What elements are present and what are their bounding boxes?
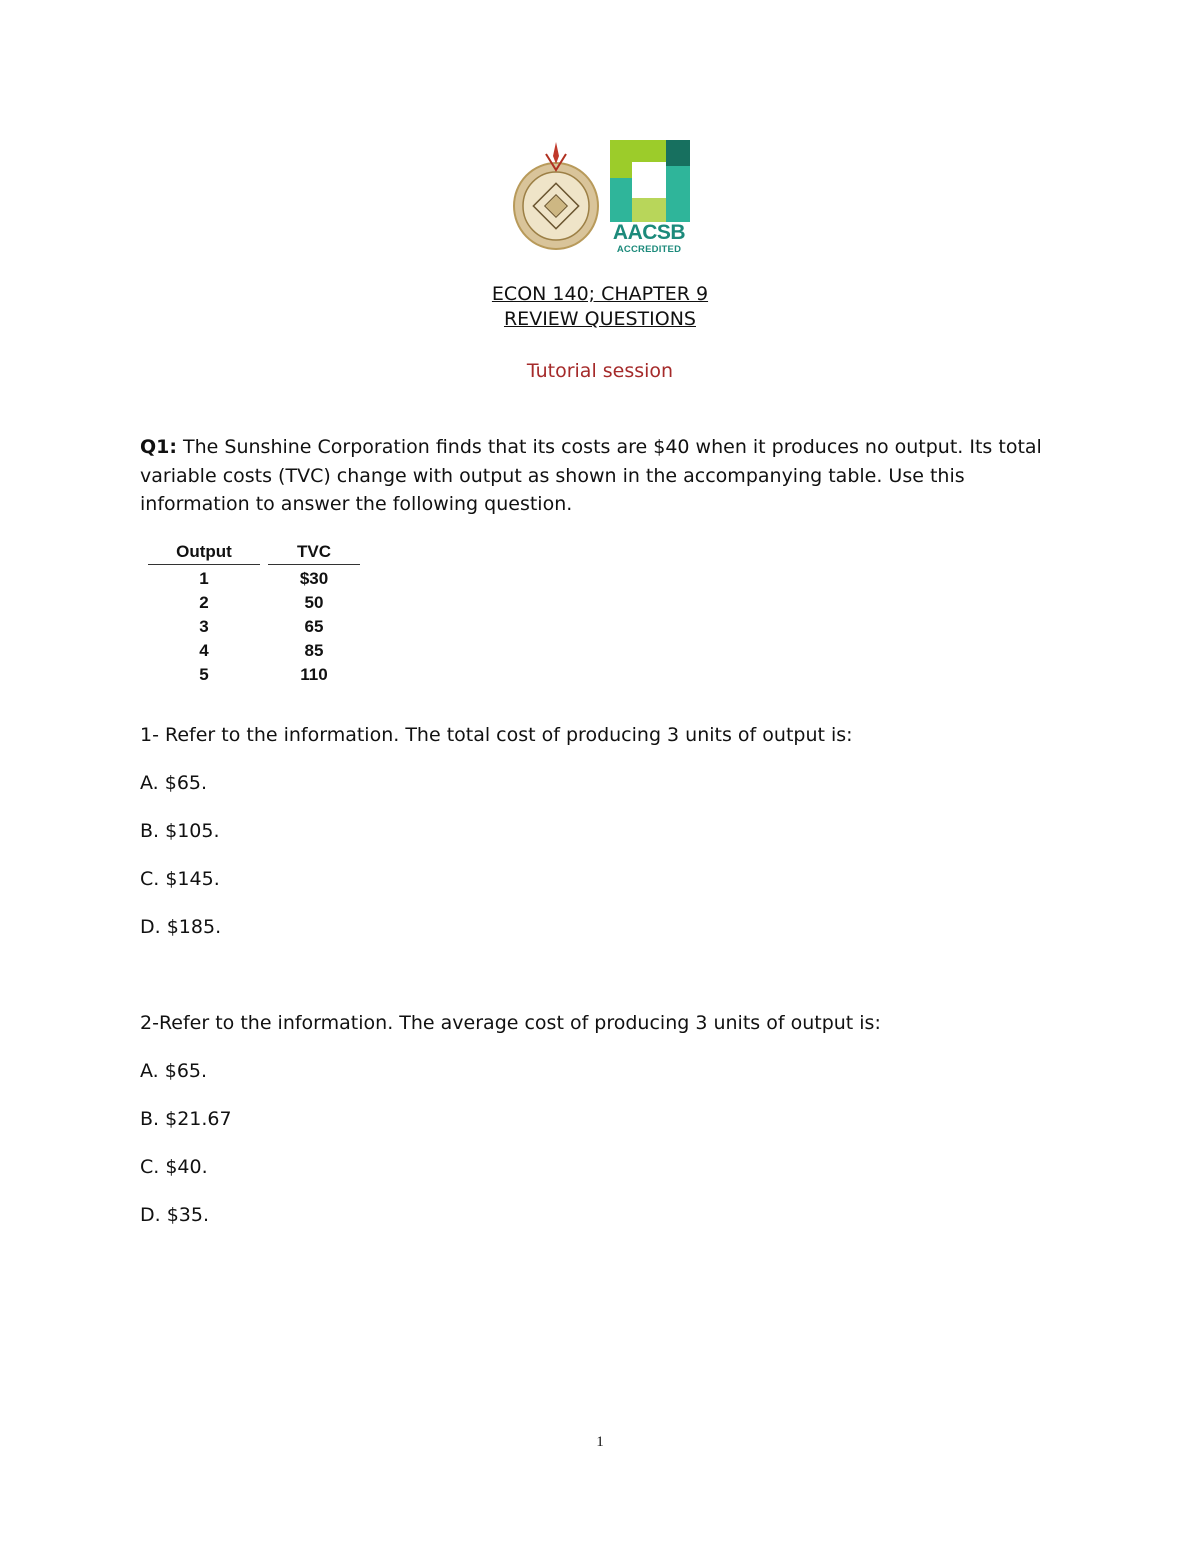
table-row <box>148 615 360 639</box>
q1-option-c: C. $145. <box>140 868 220 890</box>
aacsb-wordmark <box>610 222 688 255</box>
university-seal-icon <box>510 140 602 252</box>
q1-option-d: D. $185. <box>140 916 222 938</box>
cell-tvc: 65 <box>304 617 324 636</box>
question-text: The Sunshine Corporation finds that its costs are $40 when it produces no output. Its total variable costs (TVC) change with output as shown in the accompanying table. Use this information to answer the following question. <box>140 436 1042 515</box>
q2-option-c: C. $40. <box>140 1156 208 1178</box>
table-row <box>148 639 360 663</box>
q1-option-b: B. $105. <box>140 820 220 842</box>
table-row <box>148 591 360 615</box>
q2-option-d: D. $35. <box>140 1204 210 1226</box>
header-tvc: TVC <box>297 542 331 561</box>
question-intro <box>140 433 1080 519</box>
cell-output: 2 <box>199 593 209 612</box>
cell-tvc: 50 <box>304 593 324 612</box>
cell-output: 1 <box>199 569 209 588</box>
cell-tvc: 85 <box>304 641 324 660</box>
page-title: REVIEW QUESTIONS <box>503 308 696 330</box>
q2-option-a: A. $65. <box>140 1060 208 1082</box>
question-1: 1- Refer to the information. The total cost of producing 3 units of output is: <box>140 724 853 746</box>
table-row <box>148 567 360 591</box>
aacsb-sub: ACCREDITED <box>616 244 682 255</box>
cell-tvc: 110 <box>300 665 328 684</box>
page-number: 1 <box>596 1434 604 1450</box>
course-title: ECON 140; CHAPTER 9 <box>491 283 709 305</box>
table-header <box>148 540 360 564</box>
cell-tvc: $30 <box>299 569 329 588</box>
aacsb-logo-icon <box>610 140 690 222</box>
header-output: Output <box>176 542 232 561</box>
question-2: 2-Refer to the information. The average cost of producing 3 units of output is: <box>140 1012 881 1034</box>
question-label: Q1: <box>140 436 177 458</box>
q1-option-a: A. $65. <box>140 772 208 794</box>
q2-option-b: B. $21.67 <box>140 1108 232 1130</box>
cell-output: 4 <box>199 641 209 660</box>
aacsb-label: AACSB <box>612 221 686 244</box>
tvc-table <box>148 540 360 687</box>
session-subtitle: Tutorial session <box>526 360 674 382</box>
cell-output: 3 <box>199 617 209 636</box>
table-row <box>148 663 360 687</box>
cell-output: 5 <box>199 665 209 684</box>
header-logos <box>510 140 695 255</box>
